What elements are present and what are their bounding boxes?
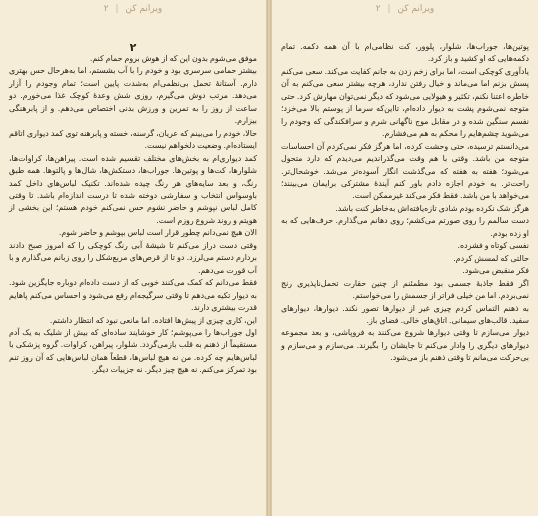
page-header [272,4,538,14]
paragraph: حالتی که لمسش کردم. [453,253,529,263]
paragraph: به ذهنم التماس کردم چیزی غیر از دیوارها تصور نکند. دیوارها، دیوارهای سفید. قالب‌های سیمانی. اتاق‌های خالی. فضای باز. [281,303,529,325]
page-number: ۲ [103,4,109,14]
header-separator: | [387,4,391,14]
page-body [281,41,529,365]
right-page [271,0,538,516]
paragraph: این، کاری چیزی از پیش‌ها افتاده. اما مانعی نبود که انتظار داشتم. [49,315,257,325]
paragraph: فقط می‌دانم که کمک می‌کنند خوبی که از دست داده‌ام دوباره جایگزین شود. به دیوار تکیه می‌دهم تا وقتی سرگیجه‌ام رفع می‌شود و احساس می‌کنم پاهایم قدرت بیشتری دارند. [9,278,257,313]
paragraph: هرگز شک نکرده بودم شادی تازه‌یافته‌اش به‌خاطر کنت باشد. [335,203,529,213]
page-number: ۲ [375,4,381,14]
book-title: ویرانم کن [397,4,435,14]
paragraph: دیوار می‌سازم تا وقتی دیوارها شروع می‌کنند به فروپاشی، و بعد مجموعه دیوارهای دیگری را وادار می‌کنم تا جایشان را بگیرند. می‌سازم و می‌سازم و بی‌حرکت می‌مانم تا وقتی ذهنم باز می‌شود. [281,328,529,363]
paragraph: اول جوراب‌ها را می‌پوشم؛ کار خوشایند ساده‌ای که بیش از شلیک به یک آدم مستقیماً از ذهنم به قلب بازمی‌گردد. شلوار، پیراهن، کراوات. گروه پزشکی با لباس‌هایم چه کرده. من نه هیچ لباس‌ها، قطعاً همان لباس‌هایی که آن روز تنم بود تمرکز می‌کنم. نه هیچ چیز دیگر. نه جزییات دیگر. [9,327,257,375]
paragraph: الان هیچ نمی‌دانم چطور قرار است لباس بپوشم و حاضر شوم. [58,228,257,238]
paragraph: کمد دیواری‌ام به بخش‌های مختلف تقسیم شده است. پیراهن‌ها، کراوات‌ها، شلوارها، کت‌ها و پوتین‌ها. جوراب‌ها، دستکش‌ها، شال‌ها و پالتوها. همه طبق رنگ، و بعد سایه‌های هر رنگ چیده شده‌اند. تکنیک لباس‌های داخل کمد باوسواس انتخاب و سفارشی دوخته شده تا درست اندازه‌ام باشد. تا وقتی کامل لباس نپوشم و حاضر نشوم حس نمی‌کنم خودم هستم؛ این بخشی از هویتم و روند شروع روزم است. [9,153,257,225]
paragraph: موفق می‌شوم بدون این که از هوش بروم حمام کنم. [89,54,257,63]
paragraph: یادآوری کوچکی است، اما برای زخم زدن به جانم کفایت می‌کند. سعی می‌کنم پسش بزنم اما می‌ماند و خیال رفتن ندارد، هرچه بیشتر سعی می‌کنم به آن خاطره اعتنا نکنم، تکثیر و هیولایی می‌شود که دیگر نمی‌توان مهارش کرد. حتی متوجه نمی‌شوم پشت به دیوار داده‌ام، تااین‌که سرما از پوستم بالا می‌خزد؛ نفسم سنگین شده و در مقابل موج ناگهانی شرم و سرافکندگی که وجودم را می‌شوید چشم‌هایم را محکم به هم می‌فشارم. [281,66,529,139]
left-page [0,0,267,516]
book-title: ویرانم کن [125,4,163,14]
paragraph: حالا، خودم را می‌بینم که عریان، گرسنه، خسته و پابرهنه توی کمد دیواری اتاقم ایستاده‌ام. وضعیت دلخواهم نیست. [9,128,257,151]
paragraph: دست سالمم را روی صورتم می‌کشم؛ روی دهانم می‌گذارم. حرف‌هایی که به او زده بودم. [281,216,529,238]
page-header [0,4,266,14]
paragraph: فکر منقبض می‌شود. [462,266,529,276]
page-body [9,53,257,377]
chapter-number: ۲ [129,41,137,54]
paragraph: پوتین‌ها، جوراب‌ها، شلوار، پلوور، کت نظامی‌ام با آن همه دکمه. تمام دکمه‌هایی که او کشید و باز کرد. [281,42,529,64]
paragraph: بیشتر حمامی سرسری بود و خودم را با آب بشستم، اما به‌هرحال حس بهتری دارم. آستانهٔ تحمل بی‌نظمی‌ام به‌شدت پایین است؛ تمام وجودم را آزار می‌دهد. مرتب دوش می‌گیرم، روزی شش وعدهٔ کوچک غذا می‌خورم. دو ساعت از روز را به تمرین و ورزش بدنی اختصاص می‌دهم. و از پابرهنگی بیزارم. [9,66,257,126]
paragraph: اگر فقط جاذبهٔ جسمی بود مطمئنم از چنین حقارت تحمل‌ناپذیری رنج نمی‌بردم. اما من خیلی فراتر از جسمش را می‌خواستم. [281,278,529,301]
header-separator: | [115,4,119,14]
paragraph: نفسی کوتاه و فشرده. [457,241,529,251]
paragraph: وقتی دست دراز می‌کنم تا شیشهٔ آبی رنگ کوچکی را که امروز صبح دادند بردارم دستم می‌لرزد. دو تا از قرص‌های مربع‌شکل را روی زبانم می‌گذارم و با آب قورت می‌دهم. [9,240,257,275]
paragraph: می‌دانستم ترسیده، حتی وحشت کرده، اما هرگز فکر نمی‌کردم آن احساسات متوجه من باشد. وقتی با هم وقت می‌گذراندیم می‌دیدم که دارد متحول می‌شود؛ هفته به هفته که می‌گذشت انگار آسوده‌تر می‌شد. خوشحال‌تر. راحت‌تر. به خودم اجازه دادم باور کنم آیندهٔ مشترکی برایمان می‌بینند؛ می‌خواهد با من باشد. فقط فکر می‌کند غیرممکن است. [281,141,529,201]
